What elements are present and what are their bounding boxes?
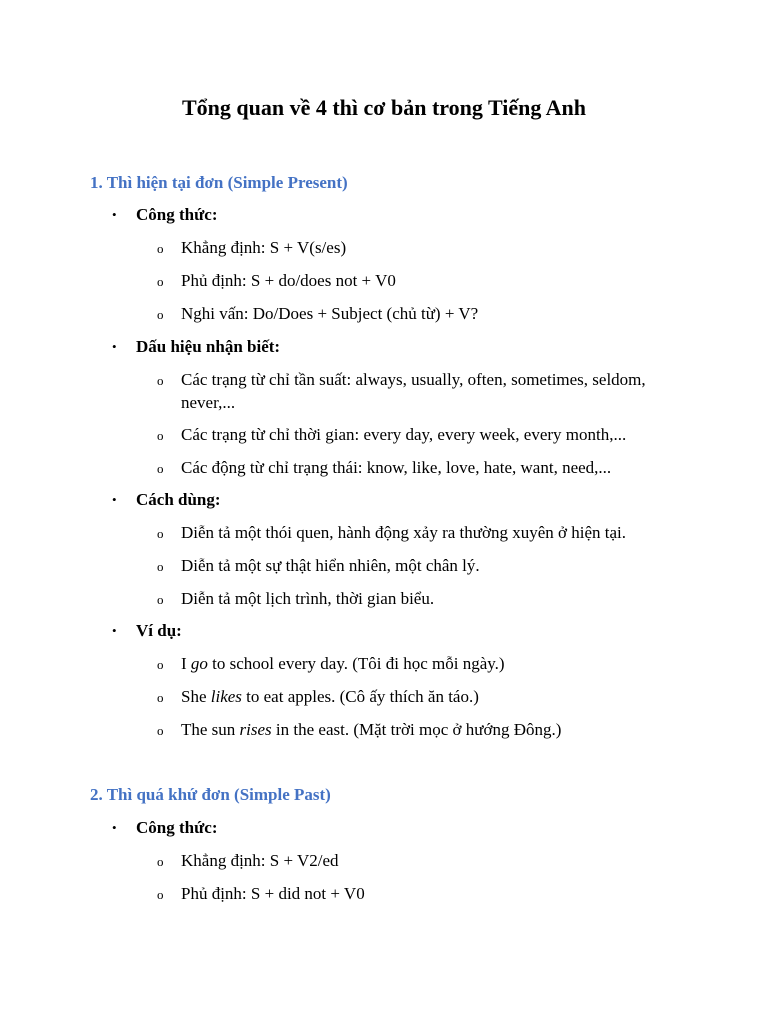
circle-bullet-icon: o	[157, 887, 164, 902]
list-item-text: Khẳng định: S + V(s/es)	[181, 238, 347, 257]
bullet-icon: •	[112, 492, 117, 507]
circle-bullet-icon: o	[157, 592, 164, 607]
example-verb: rises	[239, 720, 272, 739]
list-label: Công thức:	[136, 205, 218, 224]
circle-bullet-icon: o	[157, 428, 164, 443]
list-item	[157, 236, 681, 259]
example-text-before: She	[181, 687, 211, 706]
list-item-cach-dung	[112, 489, 221, 511]
list-item-text: Diễn tả một sự thật hiển nhiên, một chân lý.	[181, 556, 480, 575]
example-text-before: I	[181, 654, 191, 673]
example-text-after: to eat apples. (Cô ấy thích ăn táo.)	[241, 687, 479, 706]
list-item-vi-du	[112, 620, 182, 642]
list-item-text: Các động từ chỉ trạng thái: know, like, love, hate, want, need,...	[181, 458, 612, 477]
list-label: Dấu hiệu nhận biết:	[136, 337, 281, 356]
list-label: Ví dụ:	[136, 621, 182, 640]
bullet-icon: •	[112, 339, 117, 354]
list-item	[157, 521, 681, 544]
list-item	[157, 302, 681, 325]
circle-bullet-icon: o	[157, 723, 164, 738]
list-item	[157, 456, 681, 479]
list-item-cong-thuc	[112, 204, 218, 226]
list-item-text: Nghi vấn: Do/Does + Subject (chủ từ) + V?	[181, 304, 479, 323]
circle-bullet-icon: o	[157, 657, 164, 672]
circle-bullet-icon: o	[157, 690, 164, 705]
example-verb: go	[190, 654, 208, 673]
example-text-before: The sun	[181, 720, 240, 739]
list-item	[157, 685, 681, 708]
list-item-text: Phủ định: S + do/does not + V0	[181, 271, 396, 290]
list-item-text: Phủ định: S + did not + V0	[181, 884, 365, 903]
section-heading-simple-past: 2. Thì quá khứ đơn (Simple Past)	[90, 785, 331, 804]
list-item-text: Diễn tả một lịch trình, thời gian biểu.	[181, 589, 435, 608]
list-label: Công thức:	[136, 818, 218, 837]
circle-bullet-icon: o	[157, 559, 164, 574]
list-item	[157, 587, 681, 610]
list-label: Cách dùng:	[136, 490, 221, 509]
bullet-icon: •	[112, 820, 117, 835]
list-item-text: Các trạng từ chỉ tần suất: always, usually, often, sometimes, seldom, never,...	[181, 370, 646, 412]
circle-bullet-icon: o	[157, 461, 164, 476]
circle-bullet-icon: o	[157, 854, 164, 869]
circle-bullet-icon: o	[157, 307, 164, 322]
list-item-cong-thuc	[112, 817, 218, 839]
example-verb: likes	[210, 687, 242, 706]
list-item-text: Diễn tả một thói quen, hành động xảy ra thường xuyên ở hiện tại.	[181, 523, 627, 542]
example-text-after: to school every day. (Tôi đi học mỗi ngày.)	[207, 654, 505, 673]
example-text-after: in the east. (Mặt trời mọc ở hướng Đông.)	[271, 720, 562, 739]
list-item	[157, 368, 681, 414]
list-item	[157, 423, 681, 446]
bullet-icon: •	[112, 623, 117, 638]
list-item	[157, 882, 681, 905]
circle-bullet-icon: o	[157, 373, 164, 388]
document-title: Tổng quan về 4 thì cơ bản trong Tiếng Anh	[181, 95, 587, 120]
circle-bullet-icon: o	[157, 526, 164, 541]
list-item	[157, 849, 681, 872]
circle-bullet-icon: o	[157, 241, 164, 256]
list-item-text: Các trạng từ chỉ thời gian: every day, every week, every month,...	[181, 425, 627, 444]
list-item	[157, 554, 681, 577]
bullet-icon: •	[112, 207, 117, 222]
list-item-dau-hieu	[112, 336, 281, 358]
list-item	[157, 652, 681, 675]
section-heading-simple-present: 1. Thì hiện tại đơn (Simple Present)	[90, 173, 348, 192]
list-item-text: Khẳng định: S + V2/ed	[181, 851, 339, 870]
list-item	[157, 269, 681, 292]
list-item	[157, 718, 681, 741]
circle-bullet-icon: o	[157, 274, 164, 289]
